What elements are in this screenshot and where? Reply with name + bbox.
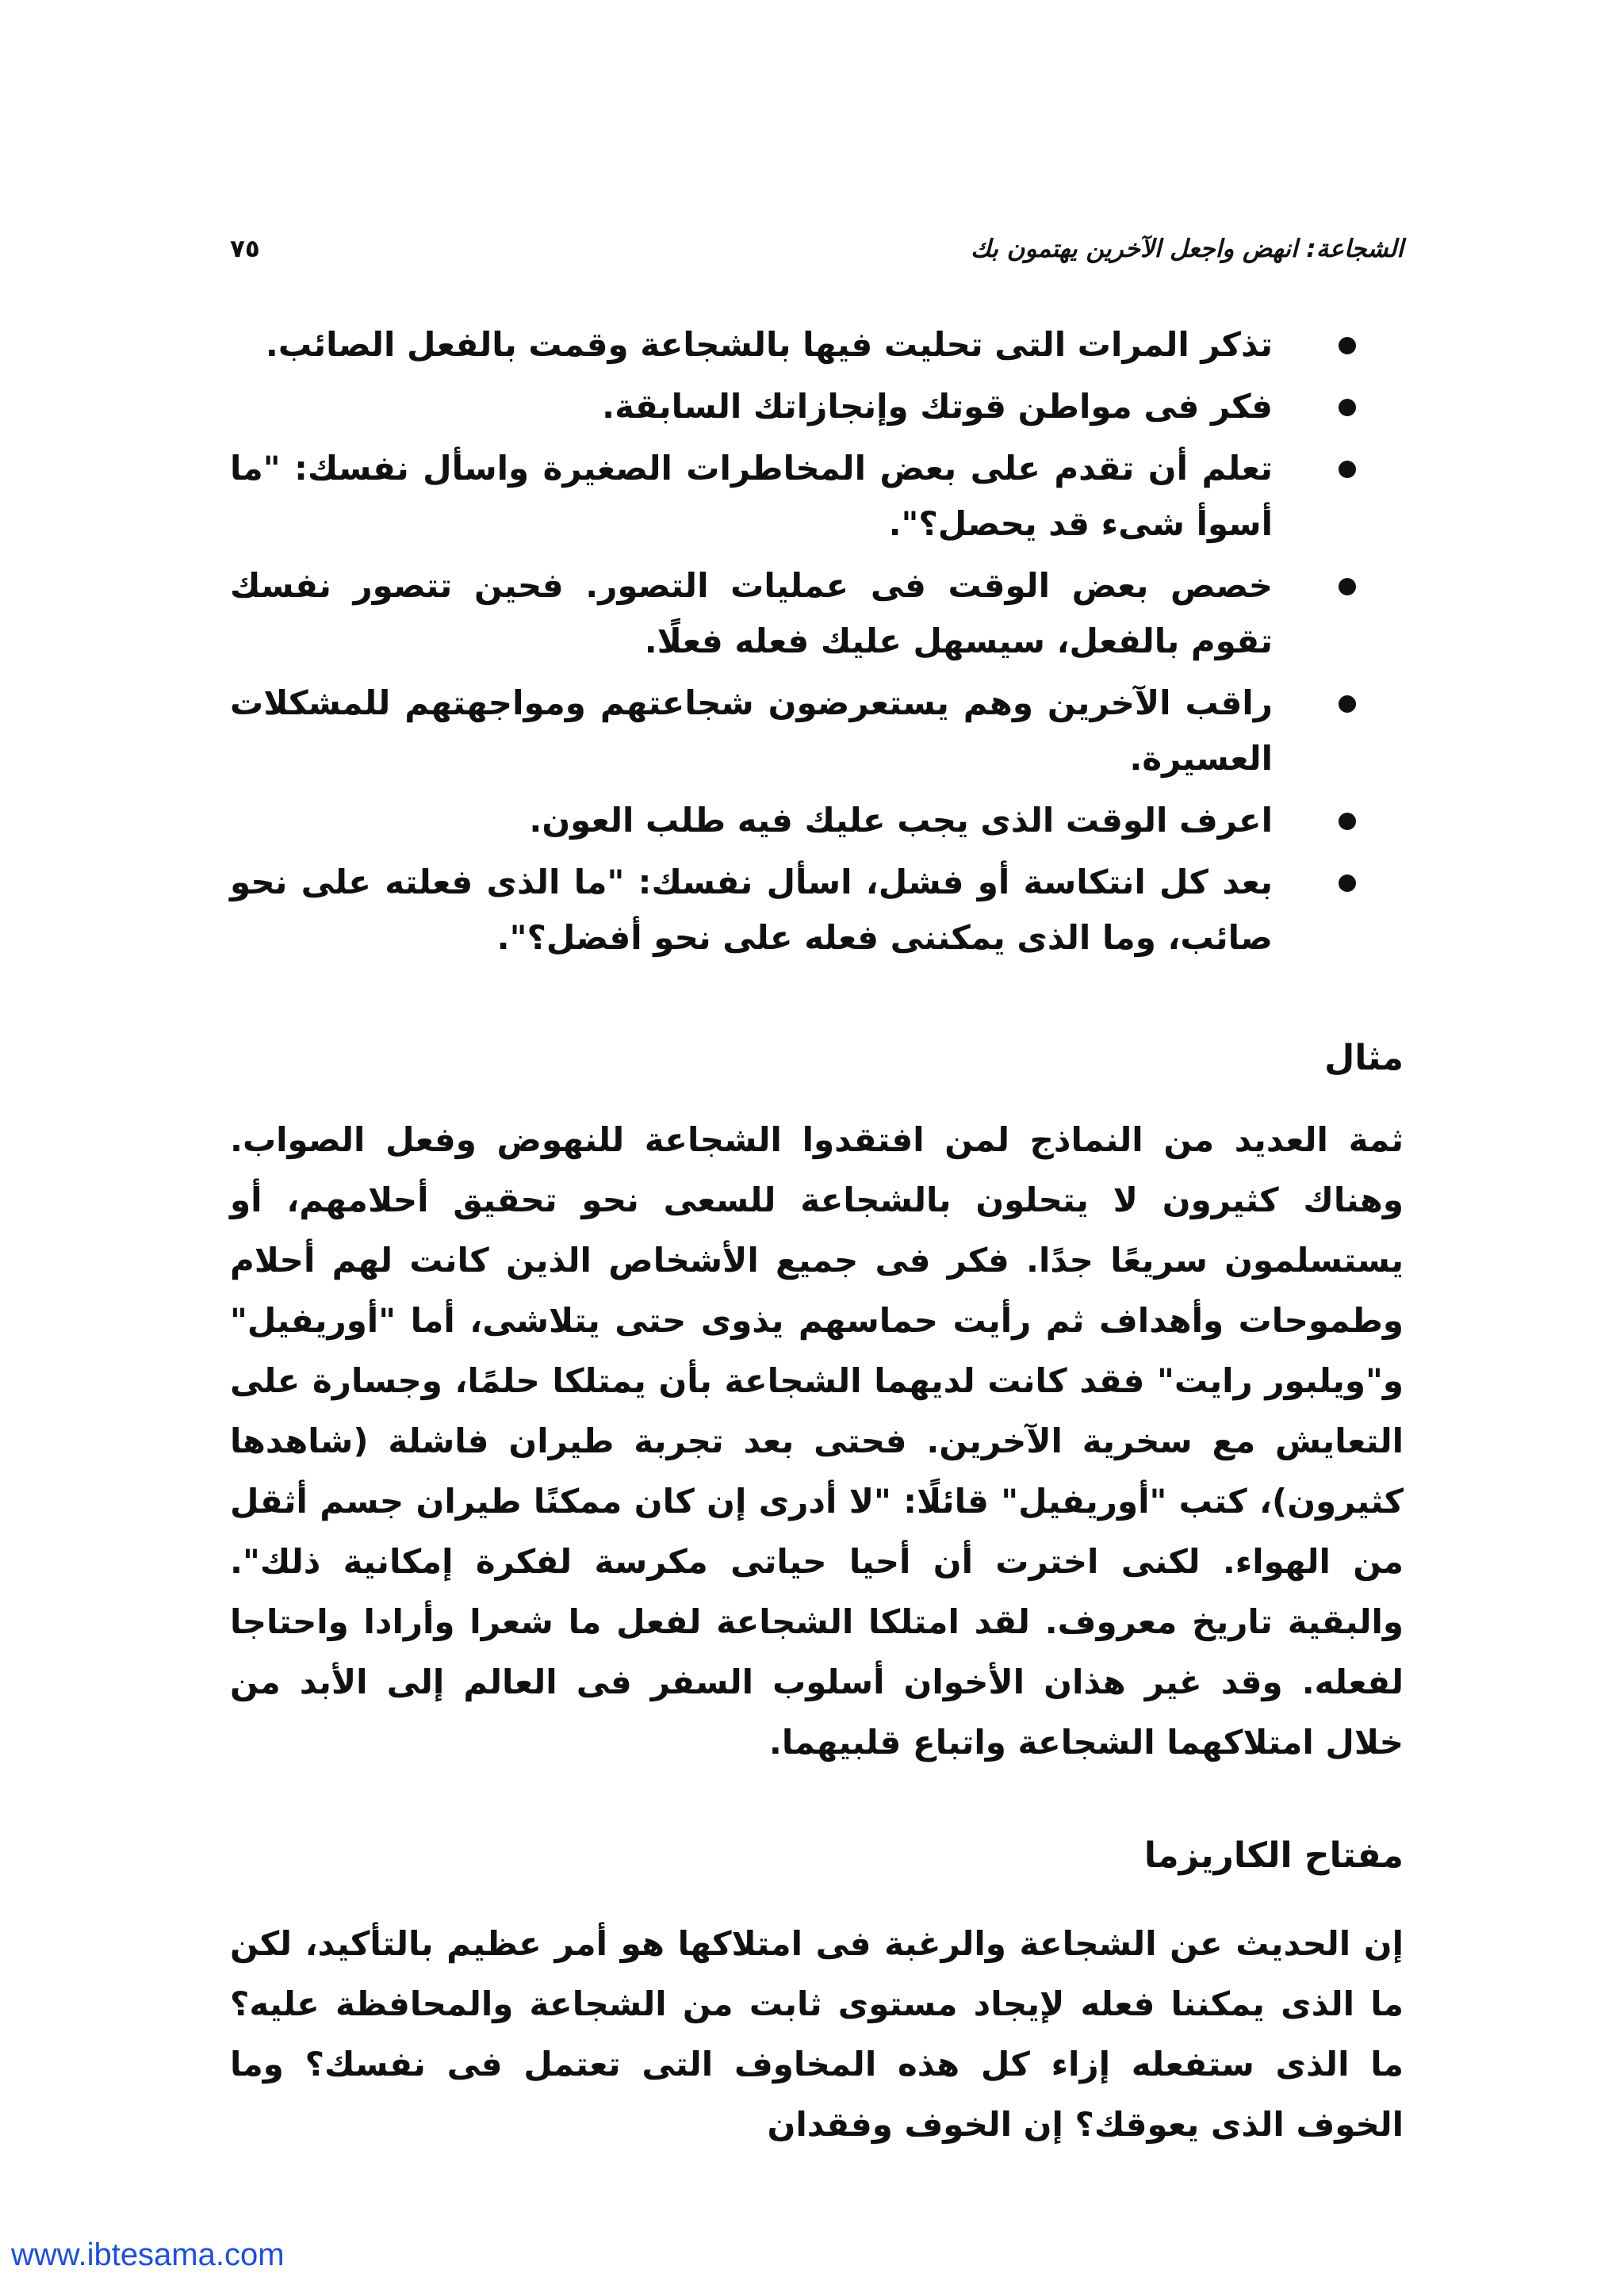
list-item: تعلم أن تقدم على بعض المخاطرات الصغيرة واسأل نفسك: "ما أسوأ شىء قد يحصل؟". [230, 441, 1404, 552]
bullet-icon [1339, 874, 1356, 892]
bullet-icon [1339, 337, 1356, 354]
site-watermark: www.ibtesama.com [11, 2237, 285, 2272]
list-item: راقب الآخرين وهم يستعرضون شجاعتهم ومواجهتهم للمشكلات العسيرة. [230, 675, 1404, 786]
list-item: اعرف الوقت الذى يجب عليك فيه طلب العون. [230, 793, 1404, 848]
page-number: ٧٥ [230, 235, 260, 263]
example-heading: مثال [1324, 1038, 1404, 1078]
running-header [230, 235, 1404, 274]
charisma-key-paragraph: إن الحديث عن الشجاعة والرغبة فى امتلاكها هو أمر عظيم بالتأكيد، لكن ما الذى يمكننا فعله لإيجاد مستوى ثابت من الشجاعة والمحافظة عليه؟ ما الذى ستفعله إزاء كل هذه المخاوف التى تعتمل فى نفسك؟ وما الخوف الذى يعوقك؟ إن الخوف وفقدان [230, 1924, 1404, 2144]
bullet-icon [1339, 399, 1356, 416]
bullet-icon [1339, 695, 1356, 713]
bullet-icon [1339, 461, 1356, 478]
charisma-key-heading: مفتاح الكاريزما [1143, 1835, 1404, 1876]
tips-list [230, 317, 1404, 966]
list-item: فكر فى مواطن قوتك وإنجازاتك السابقة. [230, 379, 1404, 434]
page-content [230, 317, 1404, 2155]
bullet-icon [1339, 813, 1356, 830]
chapter-title: الشجاعة: انهض واجعل الآخرين يهتمون بك [971, 235, 1404, 263]
example-paragraph: ثمة العديد من النماذج لمن افتقدوا الشجاعة للنهوض وفعل الصواب. وهناك كثيرون لا يتحلون بالشجاعة للسعى نحو تحقيق أحلامهم، أو يستسلمون سريعًا جدًا. فكر فى جميع الأشخاص الذين كانت لهم أحلام وطموحات وأهداف ثم رأيت حماسهم يذوى حتى يتلاشى، أما "أوريفيل" و"ويلبور رايت" فقد كانت لديهما الشجاعة بأن يمتلكا حلمًا، وجسارة على التعايش مع سخرية الآخرين. فحتى بعد تجربة طيران فاشلة (شاهدها كثيرون)، كتب "أوريفيل" قائلًا: "لا أدرى إن كان ممكنًا طيران جسم أثقل من الهواء. لكنى اخترت أن أحيا حياتى مكرسة لفكرة إمكانية ذلك". والبقية تاريخ معروف. لقد امتلكا الشجاعة لفعل ما شعرا وأرادا واحتاجا لفعله. وقد غير هذان الأخوان أسلوب السفر فى العالم إلى الأبد من خلال امتلاكهما الشجاعة واتباع قلبيهما. [230, 1120, 1404, 1762]
bullet-icon [1339, 578, 1356, 595]
list-item: بعد كل انتكاسة أو فشل، اسأل نفسك: "ما الذى فعلته على نحو صائب، وما الذى يمكننى فعله على نحو أفضل؟". [230, 855, 1404, 966]
list-item: خصص بعض الوقت فى عمليات التصور. فحين تتصور نفسك تقوم بالفعل، سيسهل عليك فعله فعلًا. [230, 558, 1404, 669]
list-item: تذكر المرات التى تحليت فيها بالشجاعة وقمت بالفعل الصائب. [230, 317, 1404, 373]
